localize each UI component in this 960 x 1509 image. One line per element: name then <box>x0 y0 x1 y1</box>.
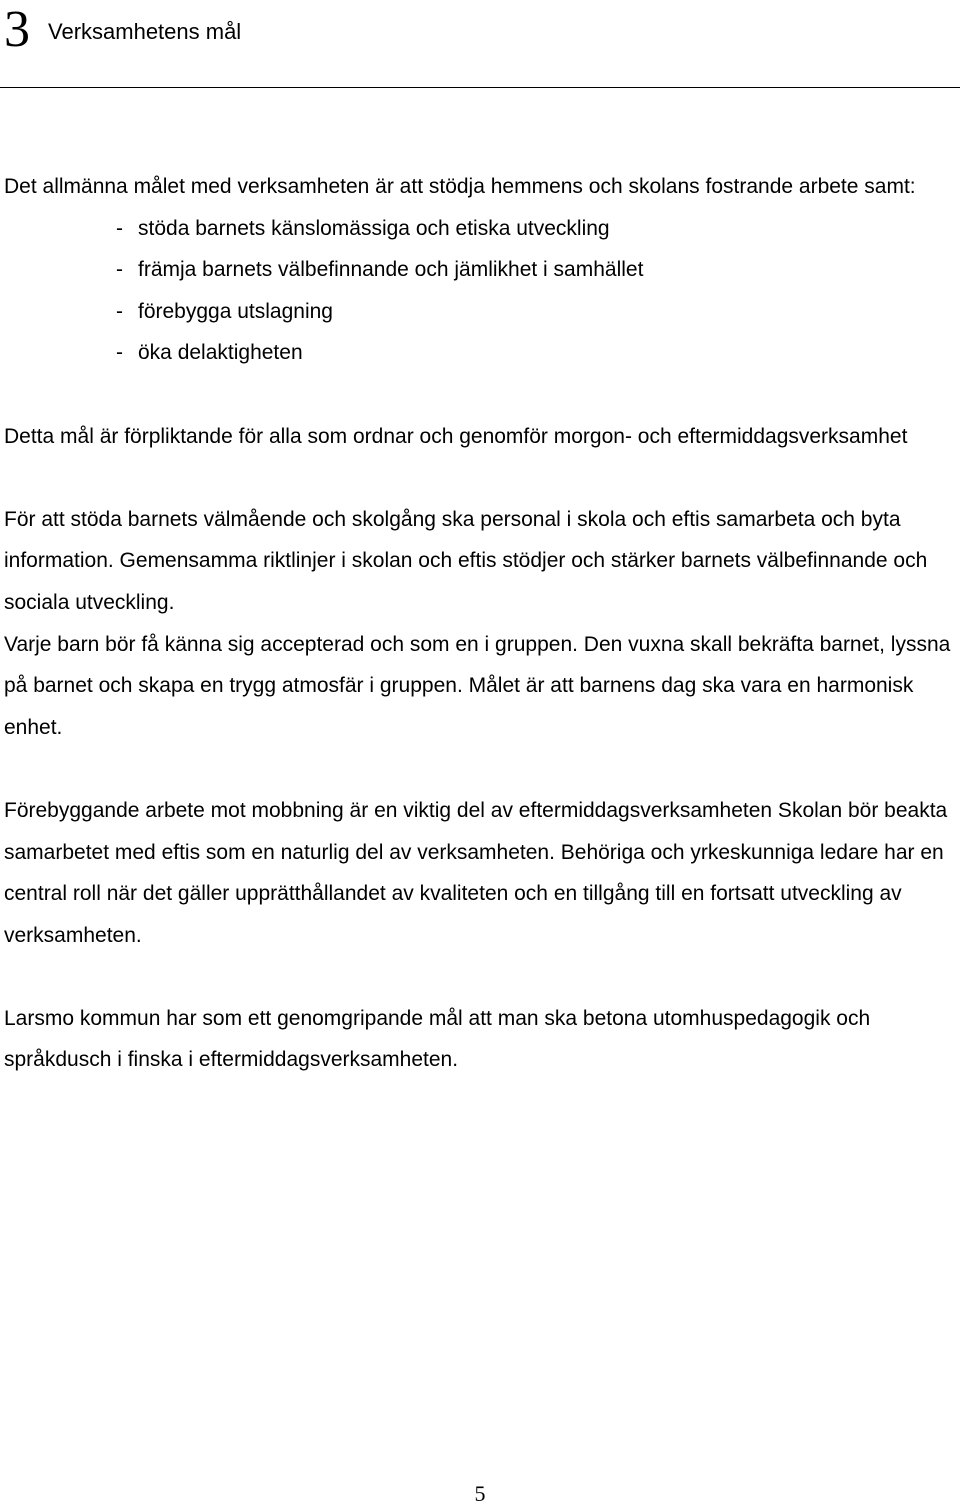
list-dash: - <box>116 299 123 323</box>
section-heading <box>4 0 241 60</box>
list-item-text: främja barnets välbefinnande och jämlikhet i samhället <box>138 258 644 282</box>
acceptance-paragraph: Varje barn bör få känna sig accepterad och som en i gruppen. Den vuxna skall bekräfta barnet, lyssna på barnet och skapa en trygg atmosfär i gruppen. Målet är att barnens dag ska vara en harmonisk enhet. <box>4 632 951 739</box>
list-item <box>116 208 956 250</box>
list-dash: - <box>116 216 123 240</box>
list-item <box>116 249 956 291</box>
list-dash: - <box>116 258 123 282</box>
list-dash: - <box>116 341 123 365</box>
list-item-text: förebygga utslagning <box>138 299 333 323</box>
list-item <box>116 332 956 374</box>
section-number: 3 <box>4 1 30 58</box>
paragraph-spacer <box>4 374 956 416</box>
paragraph-spacer <box>4 748 956 790</box>
goals-list <box>4 208 956 374</box>
heading-divider <box>0 87 960 88</box>
prevention-paragraph: Förebyggande arbete mot mobbning är en viktig del av eftermiddagsverksamheten Skolan bör beakta samarbetet med eftis som en naturlig del av verksamheten. Behöriga och yrkeskunniga ledare har en central roll när det gäller upprätthållandet av kvaliteten och en tillgång till en fortsatt utveckling av verksamheten. <box>4 798 948 947</box>
paragraph-spacer <box>4 457 956 499</box>
obligation-paragraph: Detta mål är förpliktande för alla som ordnar och genomför morgon- och eftermiddagsverksamhet <box>4 424 908 448</box>
list-item-text: öka delaktigheten <box>138 341 303 365</box>
intro-paragraph: Det allmänna målet med verksamheten är att stödja hemmens och skolans fostrande arbete samt: <box>4 175 916 198</box>
paragraph-spacer <box>4 956 956 998</box>
list-item <box>116 291 956 333</box>
list-item-text: stöda barnets känslomässiga och etiska utveckling <box>138 216 610 240</box>
document-body <box>4 166 956 1081</box>
section-title: Verksamhetens mål <box>48 19 242 44</box>
page-number: 5 <box>474 1481 486 1506</box>
municipality-paragraph: Larsmo kommun har som ett genomgripande mål att man ska betona utomhuspedagogik och språkdusch i finska i eftermiddagsverksamheten. <box>4 1006 871 1072</box>
cooperation-paragraph: För att stöda barnets välmående och skolgång ska personal i skola och eftis samarbeta och byta information. Gemensamma riktlinjer i skolan och eftis stödjer och stärker barnets välbefinnande och sociala utveckling. <box>4 507 928 614</box>
